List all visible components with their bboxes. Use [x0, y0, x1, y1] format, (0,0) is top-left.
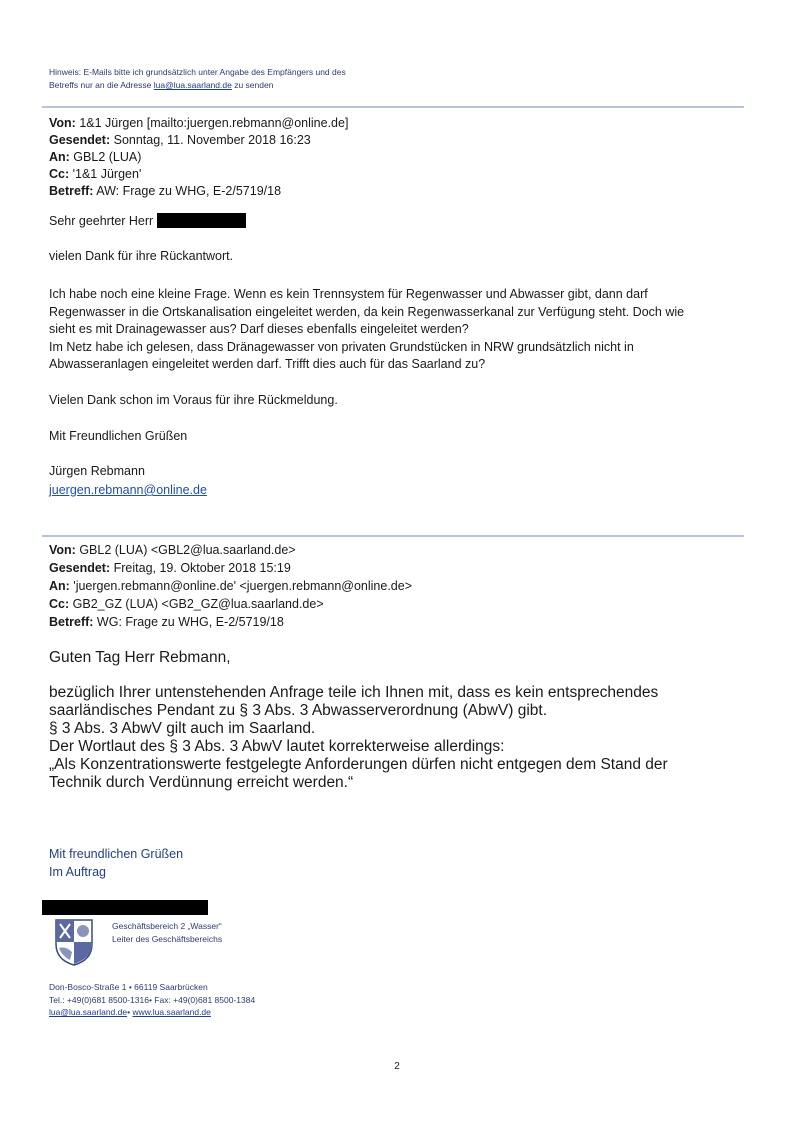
- phone-line: Tel.: +49(0)681 8500-1316• Fax: +49(0)681 8500-1384: [49, 994, 256, 1005]
- email1-closing: Mit Freundlichen Grüßen: [49, 429, 188, 443]
- greeting-text: Sehr geehrter Herr: [49, 214, 154, 228]
- email1-from-row: [49, 115, 348, 132]
- email1-sent-row: [49, 132, 348, 149]
- notice-line-2: [49, 79, 346, 92]
- body-line-2: saarländisches Pendant zu § 3 Abs. 3 Abwasserverordnung (AbwV) gibt.: [49, 702, 548, 719]
- para2-line-2: Regenwasser in die Ortskanalisation eingeleitet werden, da kein Regenwasserkanal zur Verfügung steht. Doch wie: [49, 304, 685, 319]
- para2-line-1: Ich habe noch eine kleine Frage. Wenn es kein Trennsystem für Regenwasser und Abwasser gibt, dann darf: [49, 287, 648, 301]
- email2-from-row: [49, 541, 412, 559]
- email1-greeting: [49, 213, 246, 231]
- email2-closing: [49, 845, 183, 881]
- separator: •: [127, 1007, 133, 1017]
- divider-middle: [42, 535, 744, 537]
- cc-value: GB2_GZ (LUA) <GB2_GZ@lua.saarland.de>: [69, 597, 324, 611]
- sent-label: Gesendet:: [49, 561, 111, 575]
- signature-email-link[interactable]: lua@lua.saarland.de: [49, 1007, 128, 1017]
- sender-email-link[interactable]: juergen.rebmann@online.de: [49, 483, 207, 497]
- to-value: 'juergen.rebmann@online.de' <juergen.rebmann@online.de>: [69, 579, 413, 593]
- para2-line-5: Abwasseranlagen eingeleitet werden darf. Trifft dies auch für das Saarland zu?: [49, 357, 486, 371]
- to-value: GBL2 (LUA): [69, 150, 142, 164]
- from-label: Von:: [49, 116, 76, 130]
- email1-para-3: Vielen Dank schon im Voraus für ihre Rückmeldung.: [49, 393, 338, 407]
- email2-cc-row: [49, 595, 412, 613]
- para2-line-3: sieht es mit Drainagewasser aus? Darf dieses ebenfalls eingeleitet werden?: [49, 322, 469, 336]
- signature-redaction-bar: [42, 900, 208, 915]
- notice-prefix: Betreffs nur an die Adresse: [49, 80, 154, 90]
- subject-label: Betreff:: [49, 615, 94, 629]
- sent-label: Gesendet:: [49, 133, 111, 147]
- subject-value: AW: Frage zu WHG, E-2/5719/18: [93, 184, 282, 198]
- notice-line-1: Hinweis: E-Mails bitte ich grundsätzlich unter Angabe des Empfängers und des: [49, 67, 346, 77]
- dept-line: Geschäftsbereich 2 „Wasser“: [112, 921, 222, 931]
- closing-line-2: Im Auftrag: [49, 865, 106, 879]
- body-line-6: Technik durch Verdünnung erreicht werden.“: [49, 774, 354, 791]
- redaction-bar: [157, 213, 246, 228]
- email1-sender-name: Jürgen Rebmann: [49, 464, 145, 478]
- email1-subject-row: [49, 183, 348, 200]
- body-line-4: Der Wortlaut des § 3 Abs. 3 AbwV lautet korrekterweise allerdings:: [49, 738, 505, 755]
- email1-sender-email[interactable]: [49, 482, 207, 500]
- cc-value: '1&1 Jürgen': [69, 167, 142, 181]
- subject-value: WG: Frage zu WHG, E-2/5719/18: [93, 615, 284, 629]
- from-label: Von:: [49, 543, 76, 557]
- para2-line-4: Im Netz habe ich gelesen, dass Dränagewasser von privaten Grundstücken in NRW grundsätzlich nicht in: [49, 339, 634, 354]
- email2-header: [49, 541, 412, 631]
- sent-value: Sonntag, 11. November 2018 16:23: [110, 133, 311, 147]
- body-line-1: bezüglich Ihrer untenstehenden Anfrage teile ich Ihnen mit, dass es kein entsprechendes: [49, 684, 659, 701]
- from-value: GBL2 (LUA) <GBL2@lua.saarland.de>: [75, 543, 296, 557]
- email2-greeting: Guten Tag Herr Rebmann,: [49, 649, 231, 666]
- email1-to-row: [49, 149, 348, 166]
- to-label: An:: [49, 579, 70, 593]
- sent-value: Freitag, 19. Oktober 2018 15:19: [110, 561, 291, 575]
- email1-para-2: [49, 286, 684, 374]
- divider-top: [42, 106, 744, 108]
- email2-sent-row: [49, 559, 412, 577]
- email2-subject-row: [49, 613, 412, 631]
- address-line: Don-Bosco-Straße 1 • 66119 Saarbrücken: [49, 982, 208, 992]
- email2-to-row: [49, 577, 412, 595]
- email2-body: [49, 684, 668, 792]
- to-label: An:: [49, 150, 70, 164]
- email1-header: [49, 115, 348, 200]
- subject-label: Betreff:: [49, 184, 94, 198]
- from-value: 1&1 Jürgen [mailto:juergen.rebmann@online.de]: [75, 116, 349, 130]
- notice-block: [49, 66, 346, 92]
- signature-web-link[interactable]: www.lua.saarland.de: [132, 1007, 211, 1017]
- coat-of-arms-logo: [54, 918, 94, 966]
- signature-contact: [49, 981, 255, 1019]
- notice-suffix: zu senden: [231, 80, 274, 90]
- email1-cc-row: [49, 166, 348, 183]
- cc-label: Cc:: [49, 597, 70, 611]
- body-line-3: § 3 Abs. 3 AbwV gilt auch im Saarland.: [49, 720, 316, 737]
- body-line-5: „Als Konzentrationswerte festgelegte Anforderungen dürfen nicht entgegen dem Stand der: [49, 756, 668, 773]
- cc-label: Cc:: [49, 167, 70, 181]
- page-number: 2: [394, 1061, 400, 1072]
- closing-line-1: Mit freundlichen Grüßen: [49, 847, 184, 861]
- notice-email-link[interactable]: lua@lua.saarland.de: [153, 80, 232, 90]
- web-line: [49, 1006, 255, 1019]
- signature-title: [112, 920, 222, 945]
- email1-para-1: vielen Dank für ihre Rückantwort.: [49, 249, 234, 263]
- role-line: Leiter des Geschäftsbereichs: [112, 933, 223, 944]
